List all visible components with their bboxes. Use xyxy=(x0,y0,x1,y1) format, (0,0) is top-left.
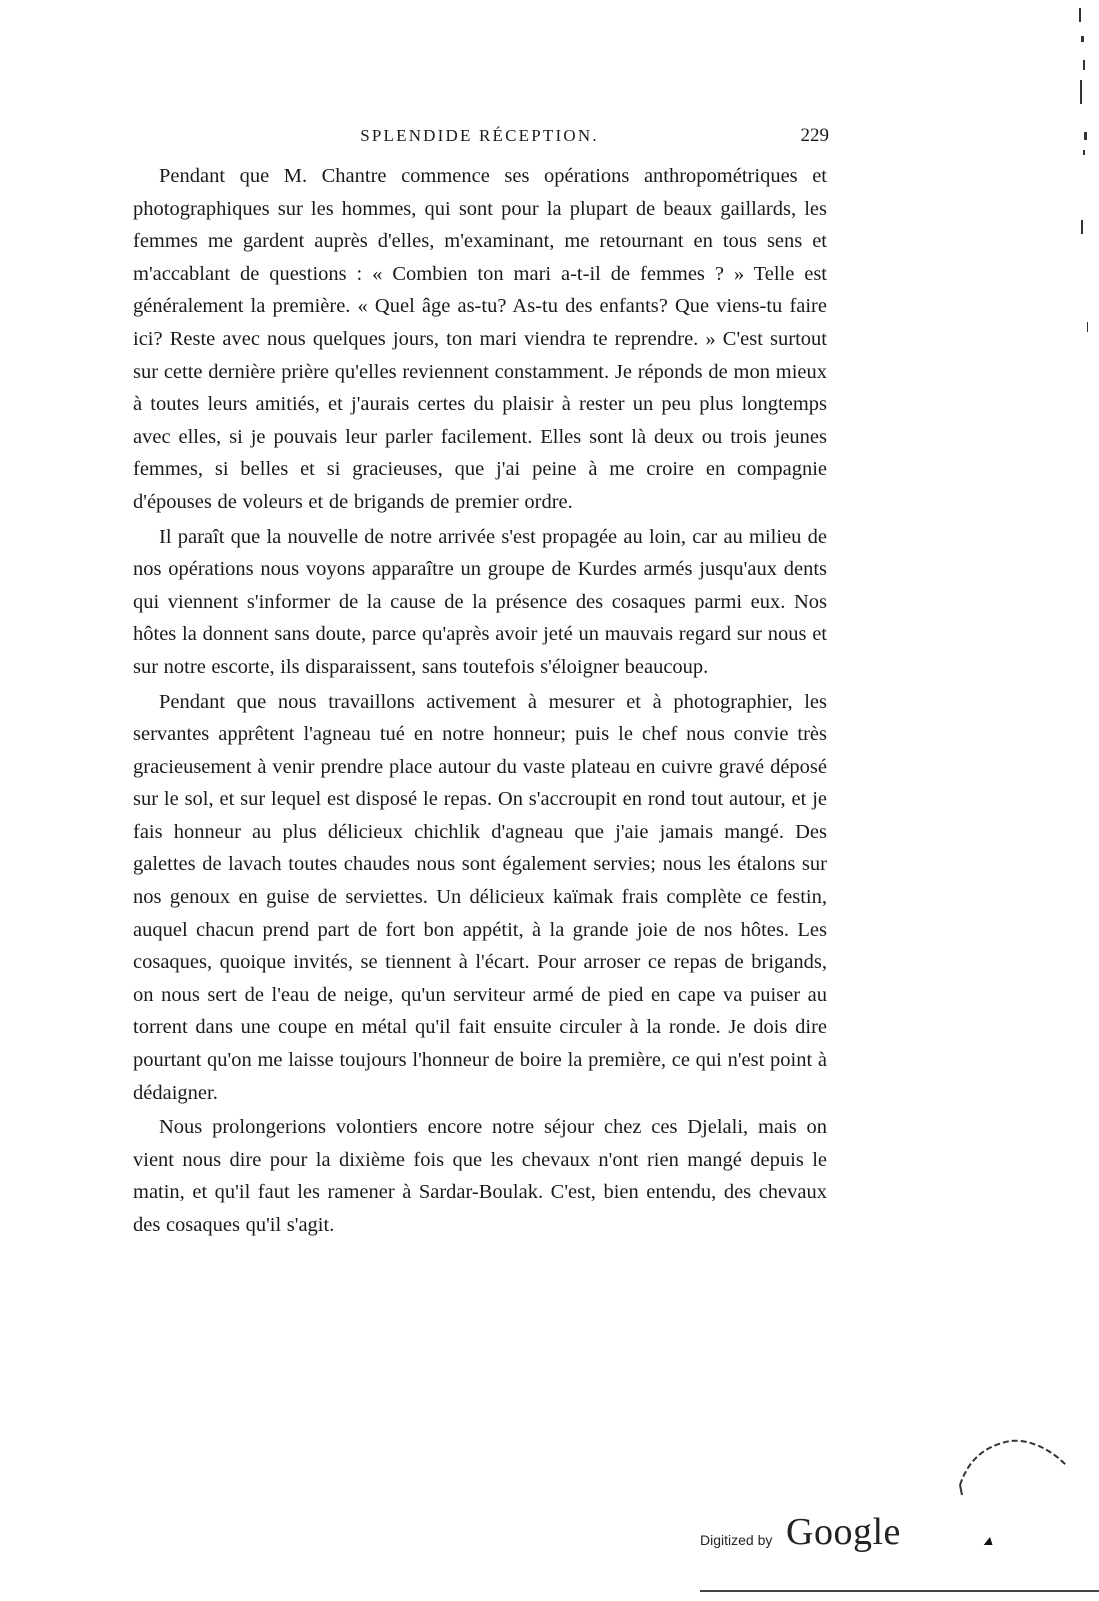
paragraph: Pendant que nous travaillons activement à mesurer et à photographier, les servantes apprêtent l'agneau tué en notre honneur; puis le chef nous convie très gracieusement à venir prendre place autour du vaste plateau en cuivre gravé déposé sur le sol, et sur lequel est disposé le repas. On s'accroupit en rond tout autour, et je fais honneur au plus délicieux chichlik d'agneau que j'aie jamais mangé. Des galettes de lavach toutes chaudes nous sont également servies; nous les étalons sur nos genoux en guise de serviettes. Un délicieux kaïmak frais complète ce festin, auquel chacun prend part de fort bon appétit, à la grande joie de nos hôtes. Les cosaques, quoique invités, se tiennent à l'écart. Pour arroser ce repas de brigands, on nous sert de l'eau de neige, qu'un serviteur armé de pied en cape va puiser au torrent dans une coupe en métal qu'il fait ensuite circuler à la ronde. Je dois dire pourtant qu'on me laisse toujours l'honneur de boire la première, ce qui n'est point à dédaigner. xyxy=(133,690,827,1104)
digitization-footer xyxy=(700,1512,960,1562)
body-text xyxy=(133,160,827,1244)
paragraph: Pendant que M. Chantre commence ses opérations anthropométriques et photographiques sur les hommes, qui sont pour la plupart de beaux gaillards, les femmes me gardent auprès d'elles, m'examinant, me retournant en tous sens et m'accablant de questions : « Combien ton mari a-t-il de femmes ? » Telle est généralement la première. « Quel âge as-tu? As-tu des enfants? Que viens-tu faire ici? Reste avec nous quelques jours, ton mari viendra te reprendre. » C'est surtout sur cette dernière prière qu'elles reviennent constamment. Je réponds de mon mieux à toutes leurs amitiés, et j'aurais certes du plaisir à rester un peu plus longtemps avec elles, si je pouvais leur parler facilement. Elles sont là deux ou trois jeunes femmes, si belles et si gracieuses, que j'ai peine à me croire en compagnie d'épouses de voleurs et de brigands de premier ordre. xyxy=(133,165,827,513)
paragraph: Nous prolongerions volontiers encore notre séjour chez ces Djelali, mais on vient nous dire pour la dixième fois que les chevaux n'ont rien mangé depuis le matin, et qu'il faut les ramener à Sardar-Boulak. C'est, bien entendu, des chevaux des cosaques qu'il s'agit. xyxy=(133,1116,827,1236)
scan-edge-marks xyxy=(1059,0,1099,1601)
page-number: 229 xyxy=(800,125,829,146)
paragraph: Il paraît que la nouvelle de notre arrivée s'est propagée au loin, car au milieu de nos opérations nous voyons apparaître un groupe de Kurdes armés jusqu'aux dents qui viennent s'informer de la cause de la présence des cosaques parmi eux. Nos hôtes la donnent sans doute, parce qu'après avoir jeté un mauvais regard sur nous et sur notre escorte, ils disparaissent, sans toutefois s'éloigner beaucoup. xyxy=(133,525,827,678)
google-logo: Google xyxy=(786,1511,901,1553)
scan-artifact xyxy=(950,1425,1090,1545)
running-title: SPLENDIDE RÉCEPTION. xyxy=(360,126,599,145)
bottom-rule xyxy=(700,1590,1099,1592)
digitized-label: Digitized by xyxy=(700,1532,773,1548)
running-head xyxy=(132,120,827,150)
